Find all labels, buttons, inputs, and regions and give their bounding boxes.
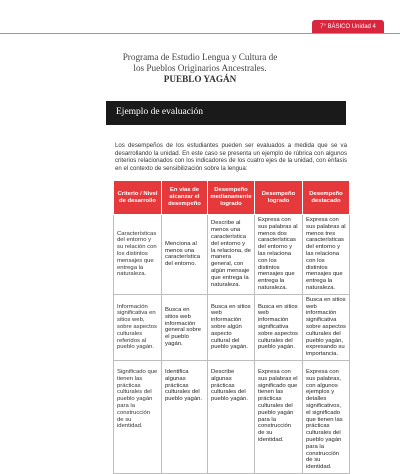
table-cell: Información significativa en sitios web, sobre aspectos culturales referidos al pueblo yagán. <box>114 294 162 360</box>
title-line-2: los Pueblos Originarios Ancestrales. <box>133 63 267 73</box>
header-medianamente: Desempeño medianamente logrado <box>208 181 255 215</box>
document-title <box>0 52 400 85</box>
section-heading: Ejemplo de evaluación <box>116 107 204 117</box>
top-strip <box>0 0 400 14</box>
header-en-vias: En vías de alcanzar el desempeño <box>162 181 208 215</box>
header-rule <box>0 33 400 34</box>
table-cell: Describe algunas prácticas culturales del pueblo yagán. <box>208 360 255 473</box>
table-cell: Busca en sitios web información significativa sobre aspectos culturales del pueblo yagán, expresando su importancia. <box>303 294 350 360</box>
table-cell: Expresa con sus palabras al menos dos características del entorno y las relaciona con los distintos mensajes que entrega la naturaleza. <box>255 215 303 295</box>
table-cell: Identifica algunas prácticas culturales del pueblo yagán. <box>162 360 208 473</box>
table-cell: Significado que tienen las prácticas culturales del pueblo yagán para la construcción de su identidad. <box>114 360 162 473</box>
table-cell: Expresa con sus palabras el significado que tienen las prácticas culturales del pueblo yagán para la construcción de su identidad. <box>255 360 303 473</box>
header-logrado: Desempeño logrado <box>255 181 303 215</box>
grade-unit-badge: 7° BÁSICO Unidad 4 <box>312 20 384 34</box>
rubric-table <box>113 180 350 474</box>
table-row <box>114 215 350 295</box>
table-cell: Busca en sitios web información general sobre el pueblo yagán. <box>162 294 208 360</box>
table-row <box>114 360 350 473</box>
header-criterio: Criterio / Nivel de desarrollo <box>114 181 162 215</box>
section-heading-bar <box>106 101 346 125</box>
rubric-header-row <box>114 181 350 215</box>
table-cell: Expresa con sus palabras al menos tres características del entorno y las relaciona con los distintos mensajes que entrega la naturaleza. <box>303 215 350 295</box>
table-cell: Busca en sitios web información sobre algún aspecto cultural del pueblo yagán. <box>208 294 255 360</box>
title-line-3: PUEBLO YAGÁN <box>163 74 237 84</box>
intro-paragraph: Los desempeños de los estudiantes pueden ser evaluados a medida que se va desarrollando la unidad. En este caso se presenta un ejemplo de rúbrica con algunos criterios relacionados con los indicadores de los cuatro ejes de la unidad, con énfasis en el contexto de sensibilización sobre la lengua: <box>115 142 347 172</box>
table-cell: Describe al menos una característica del entorno y la relaciona, de manera general, con algún mensaje que entrega la naturaleza. <box>208 215 255 295</box>
title-line-1: Programa de Estudio Lengua y Cultura de <box>122 52 278 62</box>
table-row <box>114 294 350 360</box>
table-cell: Menciona al menos una característica del entorno. <box>162 215 208 295</box>
table-cell: Busca en sitios web información significativa sobre aspectos culturales del pueblo yagán. <box>255 294 303 360</box>
table-cell: Expresa con sus palabras, con algunos ejemplos y detalles significativos, el significado que tienen las prácticas culturales del pueblo yagán para la construcción de su identidad. <box>303 360 350 473</box>
table-cell: Características del entorno y su relación con los distintos mensajes que entrega la naturaleza. <box>114 215 162 295</box>
header-destacado: Desempeño destacado <box>303 181 350 215</box>
